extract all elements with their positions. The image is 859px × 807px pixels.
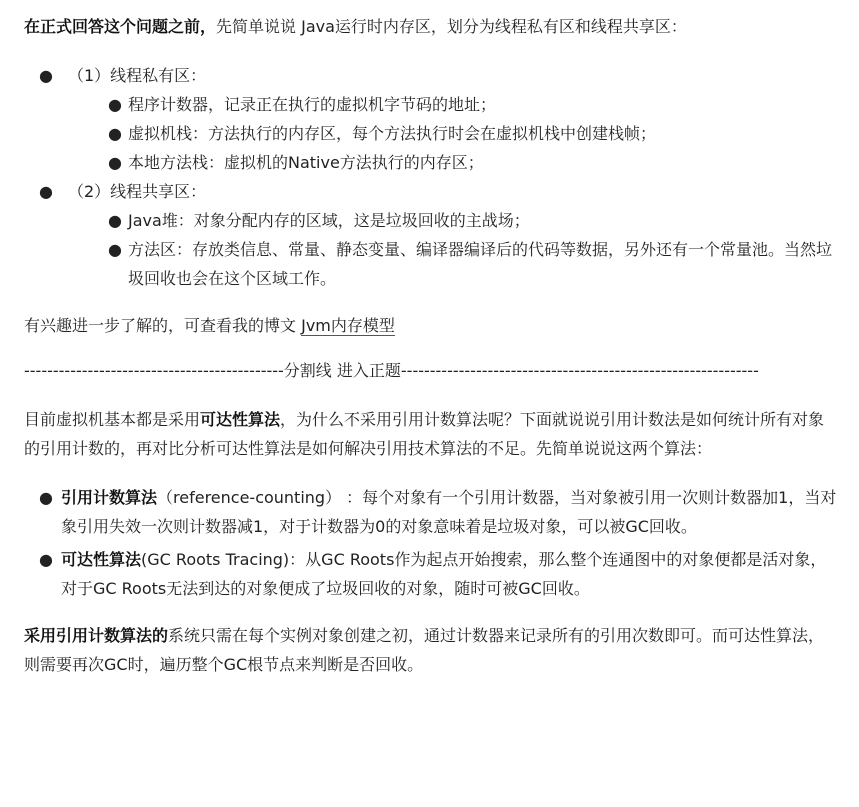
- intro-text: 先简单说说 Java运行时内存区，划分为线程私有区和线程共享区：: [216, 17, 687, 36]
- conclusion-bold: 采用引用计数算法的: [24, 626, 169, 645]
- bullet-icon: ●: [39, 66, 53, 85]
- private-area-sublist: [68, 90, 837, 177]
- list-item: [99, 148, 837, 177]
- conclusion-paragraph: [24, 621, 837, 679]
- shared-area-sublist: [68, 206, 837, 293]
- algorithm-description: (GC Roots Tracing)：从GC Roots作为起点开始搜索，那么整个连通图中的对象便都是活对象，对于GC Roots无法到达的对象便成了垃圾回收的对象，随时可被GC回收。: [61, 550, 827, 598]
- algorithm-list: [24, 483, 837, 603]
- list-item: [99, 235, 837, 293]
- bullet-icon: ●: [39, 488, 53, 507]
- bullet-icon: ●: [108, 124, 122, 143]
- private-area-label: （1）线程私有区：: [68, 66, 207, 85]
- bullet-icon: ●: [39, 182, 53, 201]
- para-text: 目前虚拟机基本都是采用: [24, 410, 201, 429]
- para-text: ，为什么不采用引用计数算法呢？下面就说说引用计数法是如何统计所有对象的引用计数的，再对比分析可达性算法是如何解决引用技术算法的不足。先简单说说这两个算法：: [24, 410, 825, 458]
- list-item-text: 虚拟机栈：方法执行的内存区，每个方法执行时会在虚拟机栈中创建栈帧；: [128, 124, 657, 143]
- conclusion-text: 系统只需在每个实例对象创建之初，通过计数器来记录所有的引用次数即可。而可达性算法，则需要再次GC时，遍历整个GC根节点来判断是否回收。: [24, 626, 825, 674]
- memory-area-list: [24, 61, 837, 293]
- bullet-icon: ●: [108, 95, 122, 114]
- list-item-shared-area: [24, 177, 837, 293]
- intro-paragraph: [24, 12, 837, 41]
- list-item-text: 程序计数器，记录正在执行的虚拟机字节码的地址；: [128, 95, 497, 114]
- algorithm-intro-paragraph: [24, 405, 837, 463]
- list-item-reachability: [24, 545, 837, 603]
- algorithm-name: 可达性算法: [61, 550, 142, 569]
- list-item: [99, 206, 837, 235]
- list-item: [99, 90, 837, 119]
- list-item-private-area: [24, 61, 837, 177]
- bullet-icon: ●: [108, 153, 122, 172]
- list-item-text: Java堆：对象分配内存的区域，这是垃圾回收的主战场；: [128, 211, 530, 230]
- list-item-text: 本地方法栈：虚拟机的Native方法执行的内存区；: [128, 153, 484, 172]
- bullet-icon: ●: [108, 240, 122, 259]
- list-item: [99, 119, 837, 148]
- algorithm-description: （reference-counting） ：每个对象有一个引用计数器，当对象被引用一次则计数器加1，当对象引用失效一次则计数器减1，对于计数器为0的对象意味着是垃圾对象，可以被GC回收。: [61, 488, 837, 536]
- list-item-text: 方法区：存放类信息、常量、静态变量、编译器编译后的代码等数据，另外还有一个常量池。当然垃圾回收也会在这个区域工作。: [128, 240, 833, 288]
- list-item-reference-counting: [24, 483, 837, 541]
- intro-bold: 在正式回答这个问题之前，: [24, 17, 217, 36]
- bullet-icon: ●: [108, 211, 122, 230]
- section-divider: ---------------------------------------------分割线 进入正题--------------------------------------------------------------: [24, 361, 759, 380]
- jvm-memory-model-link[interactable]: Jvm内存模型: [301, 316, 395, 335]
- further-reading-text: 有兴趣进一步了解的，可查看我的博文: [24, 316, 302, 335]
- reachability-bold: 可达性算法: [200, 410, 281, 429]
- bullet-icon: ●: [39, 550, 53, 569]
- shared-area-label: （2）线程共享区：: [68, 182, 207, 201]
- further-reading-paragraph: [24, 311, 837, 340]
- algorithm-name: 引用计数算法: [61, 488, 158, 507]
